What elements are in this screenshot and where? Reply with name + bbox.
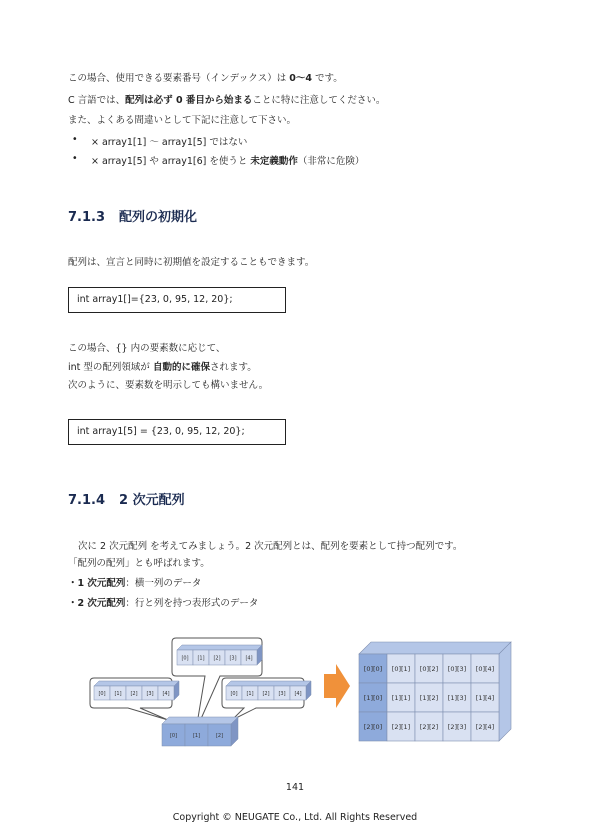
inner-array-left-cell-label: [2] xyxy=(130,690,138,697)
inner-array-top-cell-label: [1] xyxy=(197,655,205,662)
inner-array-left-cell-label: [4] xyxy=(162,690,170,697)
grid-top xyxy=(359,642,511,654)
intro-line-2 xyxy=(68,94,385,107)
paragraph: 配列は、宣言と同時に初期値を設定することもできます。 xyxy=(68,257,315,268)
list-item xyxy=(68,577,201,590)
inner-array-left-top xyxy=(94,681,179,686)
inner-array-left-cell-label: [3] xyxy=(146,690,154,697)
label: ・2 次元配列 xyxy=(68,598,126,609)
text: されます。 xyxy=(209,362,257,373)
inner-array-right-cell-label: [2] xyxy=(262,690,270,697)
text: int 型の配列領域が xyxy=(68,362,150,373)
section-number: 7.1.4 xyxy=(68,493,106,508)
emphasis: 0〜4 xyxy=(289,73,312,84)
emphasis: 未定義動作 xyxy=(250,156,298,167)
text: ：行と列を持つ表形式のデータ xyxy=(125,598,259,609)
grid-cell-label: [2][2] xyxy=(419,723,439,731)
grid-cell-label: [1][0] xyxy=(363,694,383,702)
section-title: 配列の初期化 xyxy=(119,210,198,225)
grid-cell-label: [1][2] xyxy=(419,694,439,702)
section-number: 7.1.3 xyxy=(68,210,106,225)
grid-cell-label: [0][1] xyxy=(391,665,411,673)
text: ことに特に注意してください。 xyxy=(252,95,386,106)
grid-cell-label: [2][0] xyxy=(363,723,383,731)
inner-array-right-cell-label: [4] xyxy=(294,690,302,697)
paragraph: 「配列の配列」とも呼ばれます。 xyxy=(68,558,210,569)
section-heading xyxy=(68,489,185,508)
inner-array-top-cell-label: [2] xyxy=(213,655,221,662)
paragraph: 次のように、要素数を明示しても構いません。 xyxy=(68,380,269,391)
grid-cell-label: [1][1] xyxy=(391,694,411,702)
inner-array-top-top xyxy=(177,645,262,650)
paragraph: この場合、{} 内の要素数に応じて、 xyxy=(68,343,226,354)
grid-cell-label: [1][4] xyxy=(475,694,495,702)
inner-array-left-cell-label: [0] xyxy=(98,690,106,697)
bullet-item xyxy=(72,153,365,167)
grid-cell-label: [1][3] xyxy=(447,694,467,702)
inner-array-top-cell-label: [4] xyxy=(245,655,253,662)
section-heading xyxy=(68,206,197,225)
outer-array-cell-label: [2] xyxy=(215,732,224,739)
emphasis: 配列は必ず 0 番目から始まる xyxy=(125,95,253,106)
arrow-icon xyxy=(324,664,350,708)
text: × array1[5] や array1[6] を使うと xyxy=(91,156,248,167)
emphasis: 自動的に確保 xyxy=(152,362,210,373)
inner-array-right-top xyxy=(226,681,311,686)
grid-cell-label: [0][2] xyxy=(419,665,439,673)
grid-cell-label: [2][4] xyxy=(475,723,495,731)
bullet-icon: • xyxy=(72,134,78,145)
paragraph: 次に 2 次元配列 を考えてみましょう。2 次元配列とは、配列を要素として持つ配列です。 xyxy=(78,541,463,552)
page-number: 141 xyxy=(285,782,305,793)
intro-line-3: また、よくある間違いとして下記に注意して下さい。 xyxy=(68,115,297,126)
bullet-icon: • xyxy=(72,153,78,164)
inner-array-top-cell-label: [0] xyxy=(181,655,189,662)
inner-array-right-cell-label: [3] xyxy=(278,690,286,697)
list-item xyxy=(68,597,258,610)
text: C 言語では、 xyxy=(68,95,126,106)
text: （非常に危険） xyxy=(297,156,365,167)
outer-array-cell-label: [0] xyxy=(169,732,178,739)
inner-array-right-cell-label: [1] xyxy=(246,690,254,697)
intro-line-1 xyxy=(68,72,343,85)
grid-cell-label: [0][3] xyxy=(447,665,467,673)
bullet-item xyxy=(72,134,248,148)
section-title: 2 次元配列 xyxy=(119,493,185,508)
array-diagram xyxy=(0,630,590,750)
label: ・1 次元配列 xyxy=(68,578,126,589)
grid-cell-label: [0][0] xyxy=(363,665,383,673)
code-block: int array1[5] = {23, 0, 95, 12, 20}; xyxy=(68,419,286,445)
grid-side xyxy=(499,642,511,741)
text: この場合、使用できる要素番号（インデックス）は xyxy=(68,73,287,84)
grid-cell-label: [0][4] xyxy=(475,665,495,673)
copyright: Copyright © NEUGATE Co., Ltd. All Rights Reserved xyxy=(172,812,418,823)
grid-cell-label: [2][3] xyxy=(447,723,467,731)
code-block: int array1[]={23, 0, 95, 12, 20}; xyxy=(68,287,286,313)
paragraph xyxy=(68,361,257,374)
text: ：横一列のデータ xyxy=(125,578,202,589)
outer-array-top xyxy=(162,717,238,724)
inner-array-right-cell-label: [0] xyxy=(230,690,238,697)
inner-array-top-cell-label: [3] xyxy=(229,655,237,662)
text: です。 xyxy=(315,73,343,84)
outer-array-cell-label: [1] xyxy=(192,732,201,739)
text: × array1[1] 〜 array1[5] ではない xyxy=(91,137,248,148)
grid-cell-label: [2][1] xyxy=(391,723,411,731)
inner-array-left-cell-label: [1] xyxy=(114,690,122,697)
